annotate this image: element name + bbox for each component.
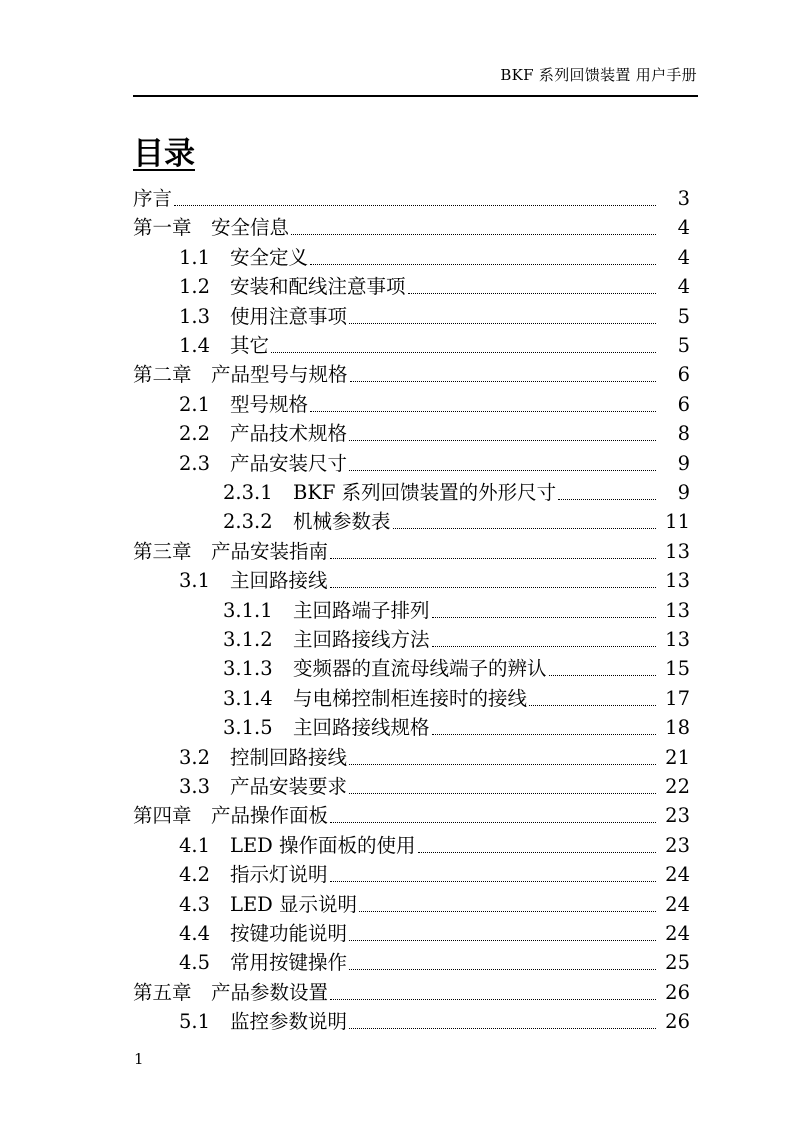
toc-entry-label: 安全信息	[211, 216, 290, 240]
toc-entry-page: 21	[665, 745, 690, 769]
toc-entry[interactable]	[179, 889, 690, 918]
toc-entry-page: 6	[677, 392, 690, 416]
toc-entry-page: 4	[677, 245, 690, 269]
toc-entry-page: 5	[677, 334, 690, 357]
toc-entry-label: LED 操作面板的使用	[230, 833, 416, 857]
toc-entry-label: 安全定义	[230, 245, 309, 269]
toc-entry-label: 产品安装尺寸	[230, 451, 348, 475]
toc-leader-dots	[432, 733, 656, 735]
toc-entry[interactable]	[179, 242, 690, 271]
toc-entry-page: 11	[665, 510, 690, 534]
page-number: 1	[134, 1050, 144, 1068]
toc-entry-number: 3.2	[179, 745, 211, 769]
toc-entry[interactable]	[179, 918, 690, 947]
toc-entry-label: 主回路端子排列	[293, 598, 430, 622]
toc-entry-number: 4.4	[179, 922, 211, 945]
toc-leader-dots	[291, 233, 656, 235]
toc-entry[interactable]	[179, 771, 690, 800]
toc-entry-page: 24	[665, 892, 690, 916]
toc-entry-page: 5	[677, 304, 690, 328]
toc-entry-page: 4	[677, 216, 690, 240]
toc-entry[interactable]	[133, 977, 690, 1006]
toc-entry-page: 25	[665, 951, 690, 975]
toc-entry[interactable]	[223, 506, 690, 535]
toc-entry-page: 23	[665, 804, 690, 828]
toc-entry[interactable]	[179, 448, 690, 477]
toc-entry-label: 控制回路接线	[230, 745, 348, 769]
toc-leader-dots	[408, 292, 656, 294]
running-header: BKF 系列回馈装置 用户手册	[500, 66, 697, 84]
toc-leader-dots	[330, 880, 656, 882]
toc-leader-dots	[310, 263, 656, 265]
toc-leader-dots	[174, 204, 656, 206]
toc-entry-page: 24	[665, 863, 690, 887]
toc-entry-label: 变频器的直流母线端子的辨认	[293, 657, 547, 681]
toc-entry[interactable]	[179, 418, 690, 447]
toc-leader-dots	[330, 586, 656, 588]
header-rule	[133, 95, 698, 97]
toc-entry-number: 1.3	[179, 304, 211, 328]
toc-entry-label: 主回路接线	[230, 569, 328, 593]
toc-entry-number: 3.3	[179, 775, 211, 798]
toc-leader-dots	[432, 616, 656, 618]
toc-entry-page: 23	[665, 833, 690, 857]
toc-entry-number: 2.3.2	[223, 510, 273, 534]
toc-leader-dots	[349, 469, 656, 471]
toc-entry-page: 15	[665, 657, 690, 681]
toc-entry-number: 第五章	[133, 980, 192, 1004]
toc-entry-label: 监控参数说明	[230, 1010, 348, 1034]
toc-entry[interactable]	[133, 800, 690, 829]
toc-leader-dots	[418, 851, 656, 853]
toc-entry[interactable]	[133, 212, 690, 241]
toc-entry-page: 9	[677, 451, 690, 475]
toc-entry[interactable]	[179, 742, 690, 771]
toc-leader-dots	[529, 704, 656, 706]
toc-entry-page: 24	[665, 922, 690, 945]
toc-entry-number: 1.1	[179, 245, 211, 269]
toc-entry-page: 3	[677, 187, 690, 210]
toc-entry-label: 型号规格	[230, 392, 309, 416]
toc-entry[interactable]	[179, 830, 690, 859]
toc-leader-dots	[359, 910, 656, 912]
toc-entry[interactable]	[179, 301, 690, 330]
toc-entry-page: 6	[677, 363, 690, 387]
toc-entry[interactable]	[223, 624, 690, 653]
toc-entry-page: 26	[665, 1010, 690, 1034]
toc-entry-number: 1.4	[179, 334, 211, 357]
toc-entry[interactable]	[133, 536, 690, 565]
toc-entry-number: 3.1.1	[223, 598, 273, 622]
toc-entry[interactable]	[133, 359, 690, 388]
toc-entry[interactable]	[179, 859, 690, 888]
toc-entry-page: 13	[665, 569, 690, 593]
toc-entry[interactable]	[223, 712, 690, 741]
toc-entry-label: BKF 系列回馈装置的外形尺寸	[293, 481, 557, 504]
toc-leader-dots	[349, 792, 656, 794]
toc-entry-label: 使用注意事项	[230, 304, 348, 328]
toc-leader-dots	[310, 410, 656, 412]
toc-entry-label: 产品型号与规格	[211, 363, 348, 387]
toc-entry-page: 18	[665, 716, 690, 740]
toc-entry-number: 2.2	[179, 422, 211, 446]
toc-entry[interactable]	[179, 271, 690, 300]
toc-leader-dots	[271, 351, 656, 353]
toc-entry-page: 4	[677, 275, 690, 299]
toc-entry-label: 产品技术规格	[230, 422, 348, 446]
toc-entry-number: 第四章	[133, 804, 192, 828]
toc-entry[interactable]	[179, 330, 690, 359]
toc-entry-number: 3.1.5	[223, 716, 273, 740]
toc-leader-dots	[330, 557, 656, 559]
toc-entry-label: 产品操作面板	[211, 804, 329, 828]
toc-entry[interactable]	[223, 683, 690, 712]
toc-entry-page: 8	[677, 422, 690, 446]
toc-entry-number: 2.3.1	[223, 481, 273, 504]
toc-entry-label: 主回路接线方法	[293, 628, 430, 651]
toc-entry-number: 3.1.4	[223, 686, 273, 710]
toc-entry-number: 4.2	[179, 863, 211, 887]
toc-entry-number: 4.1	[179, 833, 211, 857]
toc-entry[interactable]	[223, 653, 690, 682]
toc-entry-label: 与电梯控制柜连接时的接线	[293, 686, 528, 710]
toc-entry-label: 产品参数设置	[211, 980, 329, 1004]
toc-leader-dots	[330, 998, 656, 1000]
toc-entry-number: 序言	[133, 187, 173, 210]
toc-entry-number: 4.5	[179, 951, 211, 975]
toc-entry[interactable]	[133, 183, 690, 212]
toc-entry-number: 第二章	[133, 363, 192, 387]
toc-leader-dots	[349, 1027, 656, 1029]
toc-entry-number: 5.1	[179, 1010, 211, 1034]
toc-entry-label: 安装和配线注意事项	[230, 275, 406, 299]
toc-entry-label: 其它	[230, 334, 270, 357]
toc-entry-number: 3.1	[179, 569, 211, 593]
toc-leader-dots	[393, 527, 656, 529]
toc-entry-number: 第三章	[133, 539, 192, 563]
toc-leader-dots	[350, 380, 656, 382]
toc-leader-dots	[330, 821, 656, 823]
toc-leader-dots	[349, 439, 656, 441]
toc-entry-page: 13	[665, 628, 690, 651]
toc-entry-label: 产品安装要求	[230, 775, 348, 798]
toc-leader-dots	[432, 645, 656, 647]
toc-entry-number: 3.1.2	[223, 628, 273, 651]
toc-entry-label: 按键功能说明	[230, 922, 348, 945]
toc-entry[interactable]	[223, 595, 690, 624]
toc-leader-dots	[349, 968, 656, 970]
toc-entry-page: 9	[677, 481, 690, 504]
toc-entry-label: 常用按键操作	[230, 951, 348, 975]
toc-entry[interactable]	[223, 477, 690, 506]
toc-leader-dots	[349, 322, 656, 324]
toc-entry-page: 13	[665, 539, 690, 563]
toc-entry[interactable]	[179, 947, 690, 976]
toc-entry-page: 22	[665, 775, 690, 798]
toc-entry[interactable]	[179, 1006, 690, 1035]
toc-entry-label: 机械参数表	[293, 510, 391, 534]
toc-leader-dots	[549, 674, 656, 676]
toc-title: 目录	[133, 136, 195, 172]
toc-leader-dots	[558, 498, 656, 500]
toc-leader-dots	[349, 939, 656, 941]
toc-entry-label: 产品安装指南	[211, 539, 329, 563]
toc-entry-number: 4.3	[179, 892, 211, 916]
toc-entry-number: 2.3	[179, 451, 211, 475]
toc-entry-number: 3.1.3	[223, 657, 273, 681]
toc-entry-number: 第一章	[133, 216, 192, 240]
toc-entry-label: 指示灯说明	[230, 863, 328, 887]
toc-entry-page: 13	[665, 598, 690, 622]
toc-entry-page: 26	[665, 980, 690, 1004]
toc-entry[interactable]	[179, 389, 690, 418]
toc-entry-number: 2.1	[179, 392, 211, 416]
toc-leader-dots	[349, 763, 656, 765]
toc-entry-page: 17	[665, 686, 690, 710]
toc-entry-label: 主回路接线规格	[293, 716, 430, 740]
toc-entry[interactable]	[179, 565, 690, 594]
toc-entry-label: LED 显示说明	[230, 892, 358, 916]
toc-entry-number: 1.2	[179, 275, 211, 299]
